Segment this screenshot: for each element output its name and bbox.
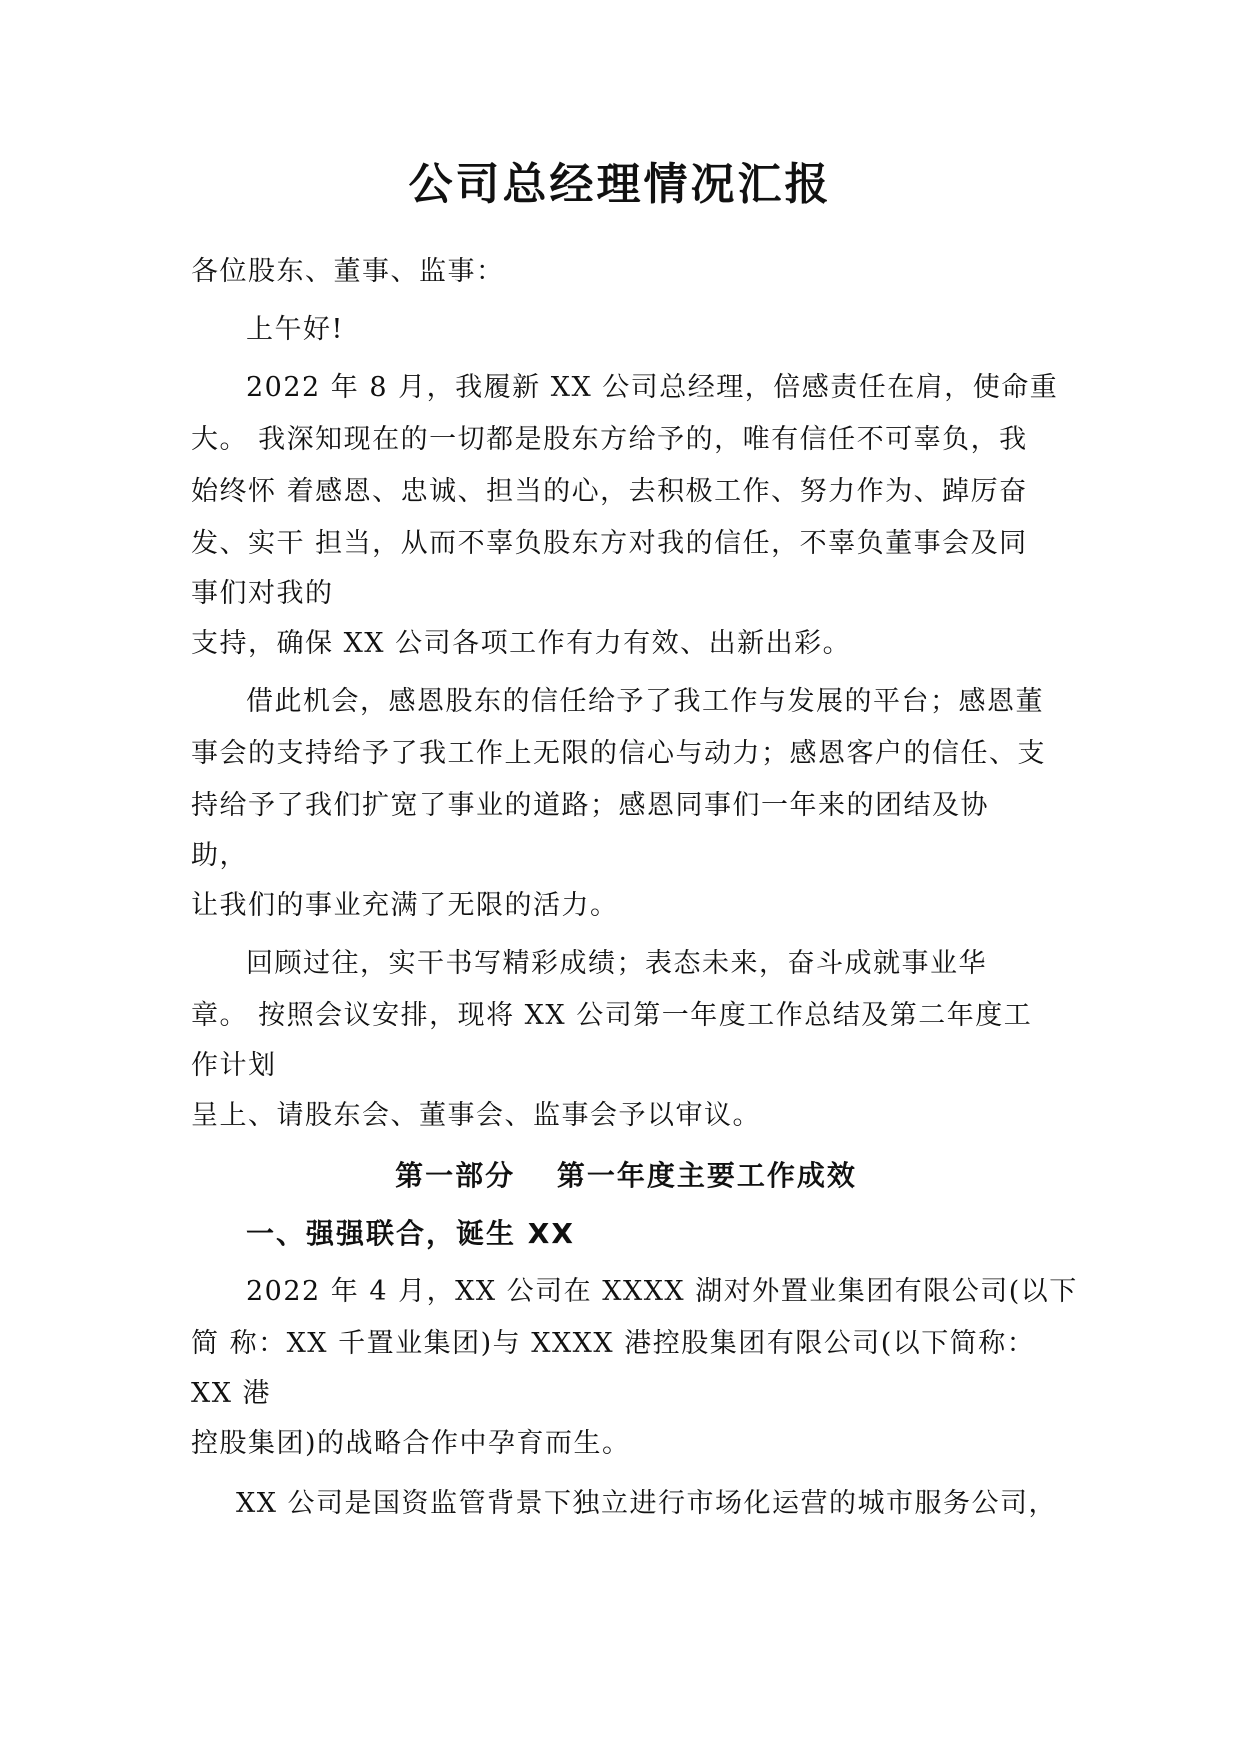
paragraph-2-line-1: 借此机会，感恩股东的信任给予了我工作与发展的平台；感恩董 [246, 686, 1044, 717]
paragraph-3-line-1: 回顾过往，实干书写精彩成绩；表态未来，奋斗成就事业华 [246, 948, 987, 979]
paragraph-1-line-5: 事们对我的 [191, 578, 334, 609]
paragraph-1-line-6: 支持，确保 XX 公司各项工作有力有效、出新出彩。 [191, 628, 852, 659]
paragraph-2-line-4: 助， [191, 840, 248, 871]
paragraph-1-line-3: 始终怀 着感恩、忠诚、担当的心，去积极工作、努力作为、踔厉奋 [191, 476, 1028, 507]
salutation: 各位股东、董事、监事： [191, 256, 505, 287]
part-one-heading: 第一部分 第一年度主要工作成效 [395, 1159, 857, 1192]
paragraph-1-line-2: 大。 我深知现在的一切都是股东方给予的，唯有信任不可辜负，我 [191, 424, 1028, 455]
paragraph-3-line-2: 章。 按照会议安排，现将 XX 公司第一年度工作总结及第二年度工 [191, 1000, 1033, 1031]
paragraph-4-line-4: 控股集团)的战略合作中孕育而生。 [191, 1428, 631, 1459]
paragraph-4-line-3: XX 港 [191, 1378, 272, 1409]
paragraph-3-line-4: 呈上、请股东会、董事会、监事会予以审议。 [191, 1100, 761, 1131]
paragraph-4-line-1: 2022 年 4 月，XX 公司在 XXXX 湖对外置业集团有限公司(以下 [246, 1276, 1078, 1307]
paragraph-2-line-3: 持给予了我们扩宽了事业的道路；感恩同事们一年来的团结及协 [191, 790, 989, 821]
document-title: 公司总经理情况汇报 [408, 159, 832, 210]
paragraph-1-line-4: 发、实干 担当，从而不辜负股东方对我的信任，不辜负董事会及同 [191, 528, 1028, 559]
paragraph-1-line-1: 2022 年 8 月，我履新 XX 公司总经理，倍感责任在肩，使命重 [246, 372, 1059, 403]
paragraph-4-line-2: 简 称：XX 千置业集团)与 XXXX 港控股集团有限公司(以下简称： [191, 1328, 1036, 1359]
paragraph-3-line-3: 作计划 [191, 1050, 277, 1081]
paragraph-2-line-5: 让我们的事业充满了无限的活力。 [191, 890, 619, 921]
paragraph-5-line-1: XX 公司是国资监管背景下独立进行市场化运营的城市服务公司， [236, 1488, 1058, 1519]
paragraph-2-line-2: 事会的支持给予了我工作上无限的信心与动力；感恩客户的信任、支 [191, 738, 1046, 769]
section-one-heading: 一、强强联合，诞生 XX [246, 1217, 575, 1250]
greeting: 上午好! [246, 314, 344, 345]
